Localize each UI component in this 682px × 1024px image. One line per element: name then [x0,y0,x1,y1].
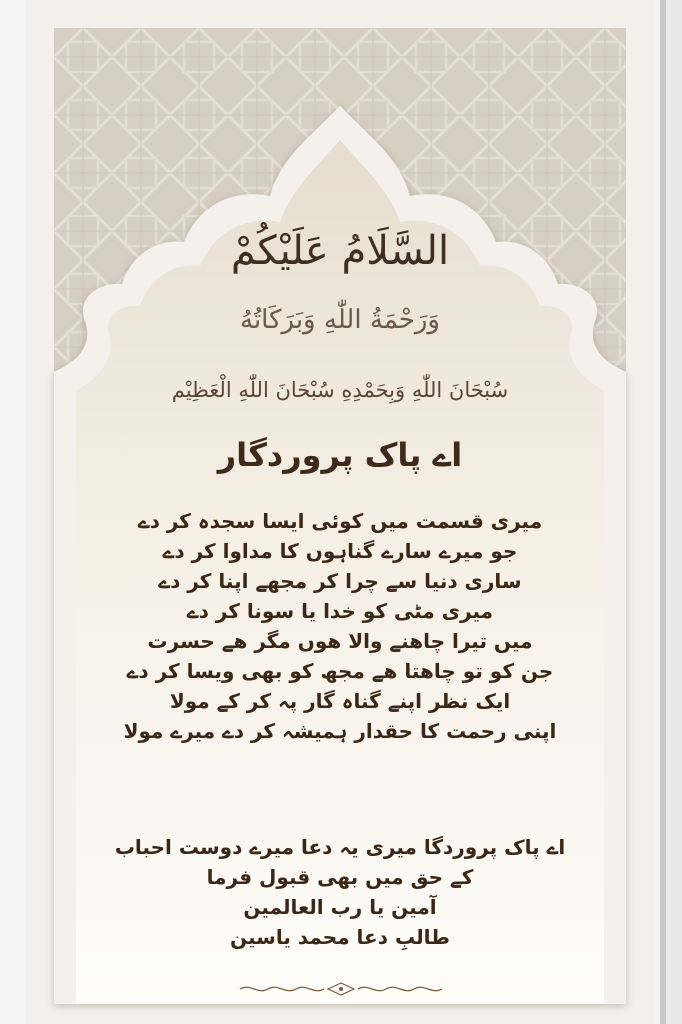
poem-block [26,506,654,746]
poem-line: جن کو تو چاھتا ھے مجھ کو بھی ویسا کر دے [126,659,554,683]
closing-line: اے پاک پروردگا میری یہ دعا میرے دوست احباب [114,835,566,859]
closing-line: کے حق میں بھی قبول فرما [206,865,474,889]
tasbih-line: سُبْحَانَ اللّٰهِ وَبِحَمْدِهِ سُبْحَانَ اللّٰهِ الْعَظِيْم [171,378,509,402]
scroll-divider-icon [236,982,446,996]
poem-line: میری مٹی کو خدا یا سونا کر دے [186,599,494,623]
left-page-edge [0,0,26,1024]
rahmat-calligraphy: وَرَحْمَةُ اللّٰهِ وَبَرَكَاتُهُ [240,305,440,335]
poem-line: ساری دنیا سے چرا کر مجھے اپنا کر دے [158,569,522,593]
poem-line: ایک نظر اپنے گناہ گار پہ کر کے مولا [169,689,511,713]
poem-line: میری قسمت میں کوئی ایسا سجدہ کر دے [137,509,543,533]
poem-line: میں تیرا چاھنے والا ھوں مگر ھے حسرت [147,629,533,653]
poem-line: اپنی رحمت کا حقدار ہمیشہ کر دے میرے مولا [123,719,557,743]
card-heading: اے پاک پروردگار [217,436,463,474]
closing-line: آمین یا رب العالمین [243,895,437,919]
closing-prayer [26,832,654,952]
poem-line: جو میرے سارے گناہوں کا مداوا کر دے [162,539,518,563]
closing-line: طالبِ دعا محمد یاسین [230,925,450,949]
salam-calligraphy: السَّلَامُ عَلَيْكُمْ [230,228,450,274]
greeting-card [26,0,654,1024]
right-page-edge [660,0,682,1024]
